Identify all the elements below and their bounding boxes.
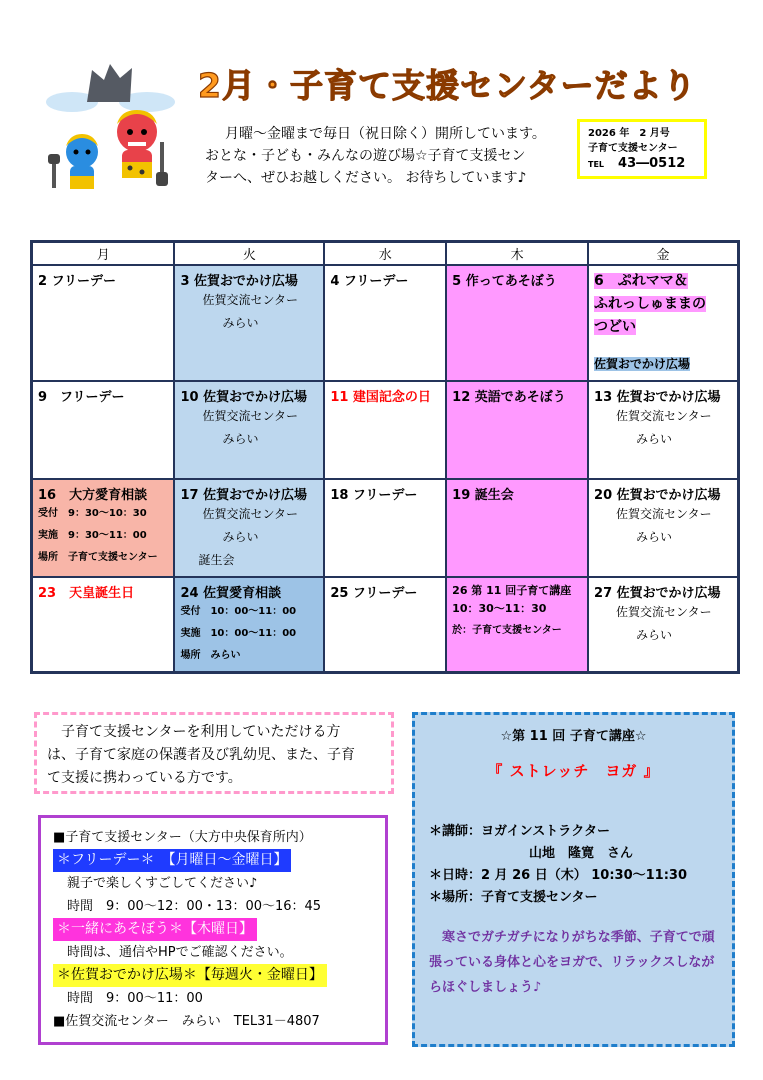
- issue-box: [577, 119, 707, 179]
- calendar-cell: 17 佐賀おでかけ広場 佐賀交流センター みらい 誕生会: [174, 479, 324, 577]
- calendar-week-row: [32, 577, 739, 673]
- calendar-table: [30, 240, 740, 674]
- center-info-box: [38, 815, 388, 1045]
- calendar-cell: 9 フリーデー: [32, 381, 175, 479]
- notice-line: は、子育て家庭の保護者及び乳幼児、また、子育: [47, 747, 355, 763]
- saga-bar: ＊佐賀おでかけ広場＊【毎週火・金曜日】: [53, 964, 327, 987]
- yoga-lecturer-name: 山地 隆寛 さん: [529, 846, 634, 861]
- yoga-description: 寒さでガチガチになりがちな季節、子育てで頑張っている身体と心をヨガで、リラックスしながらほぐしましょう♪: [429, 930, 715, 995]
- yoga-title: 『 ストレッチ ヨガ 』: [487, 762, 660, 780]
- intro-line: 月曜～金曜まで毎日（祝日除く）開所しています。: [225, 126, 546, 142]
- saga-time: 時間 9：00～11：00: [67, 991, 203, 1006]
- info-footer: ■佐賀交流センター みらい TEL31－4807: [53, 1014, 320, 1029]
- intro-line: ターへ、ぜひお越しください。 お待ちしています♪: [205, 170, 527, 186]
- calendar-cell: 4 フリーデー: [324, 265, 446, 381]
- issue-org: 子育て支援センター: [588, 143, 678, 154]
- play-bar: ＊一緒にあそぼう＊【木曜日】: [53, 918, 257, 941]
- calendar-cell: 13 佐賀おでかけ広場 佐賀交流センター みらい: [588, 381, 738, 479]
- calendar-cell: 25 フリーデー: [324, 577, 446, 673]
- calendar-cell: 23 天皇誕生日: [32, 577, 175, 673]
- notice-line: て支援に携わっている方です。: [47, 770, 242, 786]
- calendar-cell: 16 大方愛育相談 受付 9：30～10：30 実施 9：30～11：00 場所 子育て支援センター: [32, 479, 175, 577]
- free-day-time: 時間 9：00～12：00・13：00～16：45: [67, 899, 322, 914]
- calendar-cell: 26 第 11 回子育て講座 10：30～11：30 於：子育て支援センター: [446, 577, 588, 673]
- eligibility-notice: [34, 712, 394, 794]
- intro-line: おとな・子ども・みんなの遊び場☆子育て支援セン: [205, 148, 526, 164]
- calendar-week-row: [32, 479, 739, 577]
- yoga-date: ＊日時：2 月 26 日（木） 10:30～11:30: [429, 868, 688, 883]
- day-header: 月: [32, 242, 175, 266]
- calendar-cell: 19 誕生会: [446, 479, 588, 577]
- calendar-cell: 5 作ってあそぼう: [446, 265, 588, 381]
- issue-tel: TEL 43―0512: [588, 156, 686, 171]
- calendar-cell: 20 佐賀おでかけ広場 佐賀交流センター みらい: [588, 479, 738, 577]
- calendar-cell: 3 佐賀おでかけ広場 佐賀交流センター みらい: [174, 265, 324, 381]
- calendar-header-row: [32, 242, 739, 266]
- calendar-cell: 12 英語であそぼう: [446, 381, 588, 479]
- calendar-cell: 24 佐賀愛育相談 受付 10：00～11：00 実施 10：00～11：00 場所 みらい: [174, 577, 324, 673]
- day-header: 木: [446, 242, 588, 266]
- calendar-cell: 18 フリーデー: [324, 479, 446, 577]
- notice-line: 子育て支援センターを利用していただける方: [47, 724, 341, 740]
- calendar-week-row: [32, 381, 739, 479]
- issue-line: 2026 年 2 月号: [588, 128, 670, 139]
- yoga-lecture-box: [412, 712, 735, 1047]
- free-day-desc: 親子で楽しくすごしてください♪: [67, 876, 258, 891]
- intro-text: [205, 123, 585, 189]
- day-header: 金: [588, 242, 738, 266]
- oni-demons-icon: [42, 62, 192, 197]
- calendar-cell: 11 建国記念の日: [324, 381, 446, 479]
- calendar-cell: 10 佐賀おでかけ広場 佐賀交流センター みらい: [174, 381, 324, 479]
- yoga-lecturer: ＊講師：ヨガインストラクター: [429, 824, 610, 839]
- free-day-bar: ＊フリーデー＊ 【月曜日～金曜日】: [53, 849, 291, 872]
- calendar-week-row: [32, 265, 739, 381]
- info-heading: ■子育て支援センター（大方中央保育所内）: [53, 830, 312, 845]
- yoga-heading: ☆第 11 回 子育て講座☆: [500, 729, 647, 744]
- yoga-place: ＊場所：子育て支援センター: [429, 890, 598, 905]
- calendar-cell: 2 フリーデー: [32, 265, 175, 381]
- play-desc: 時間は、通信やHPでご確認ください。: [67, 945, 293, 960]
- page-title: 2月・子育て支援センターだより: [198, 66, 697, 105]
- calendar-cell: 6 ぷれママ＆ ふれっしゅままの つどい 佐賀おでかけ広場: [588, 265, 738, 381]
- calendar-cell: 27 佐賀おでかけ広場 佐賀交流センター みらい: [588, 577, 738, 673]
- day-header: 火: [174, 242, 324, 266]
- day-header: 水: [324, 242, 446, 266]
